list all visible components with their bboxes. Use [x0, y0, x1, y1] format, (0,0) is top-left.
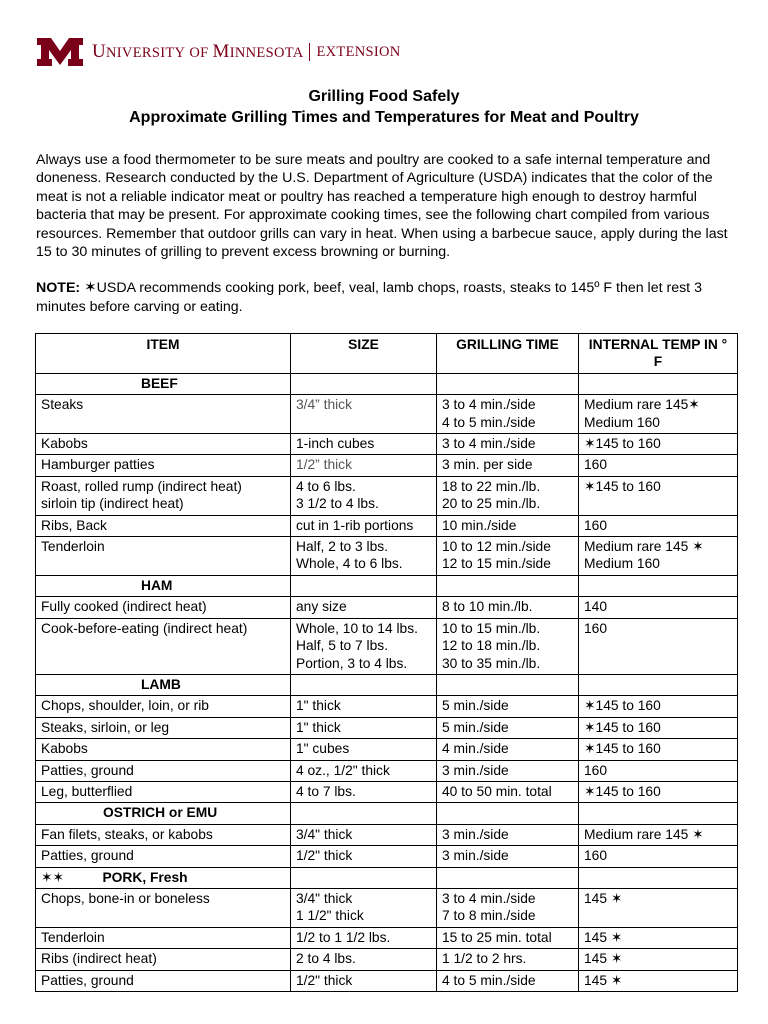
size-text: Whole, 10 to 14 lbs.	[296, 620, 418, 636]
grilling-time-text: 12 to 15 min./side	[442, 556, 551, 572]
empty-cell	[579, 674, 738, 695]
grilling-time-cell	[437, 739, 579, 760]
empty-cell	[437, 867, 579, 888]
item-cell	[36, 739, 291, 760]
grilling-time-cell	[437, 395, 579, 434]
internal-temp-text: 160	[584, 848, 608, 864]
item-cell	[36, 515, 291, 536]
size-text: 2 to 4 lbs.	[296, 951, 356, 967]
item-text: sirloin tip (indirect heat)	[41, 496, 184, 512]
size-text: Half, 5 to 7 lbs.	[296, 638, 389, 654]
grilling-time-text: 20 to 25 min./lb.	[442, 496, 541, 512]
empty-cell	[437, 575, 579, 596]
item-cell	[36, 824, 291, 845]
table-row	[36, 846, 738, 867]
table-row	[36, 888, 738, 927]
grilling-time-cell	[437, 434, 579, 455]
item-cell	[36, 927, 291, 948]
table-row	[36, 476, 738, 515]
table-row	[36, 455, 738, 476]
size-cell	[291, 781, 437, 802]
internal-temp-cell	[579, 888, 738, 927]
internal-temp-cell	[579, 696, 738, 717]
empty-cell	[437, 674, 579, 695]
size-cell	[291, 846, 437, 867]
internal-temp-cell	[579, 455, 738, 476]
table-body	[36, 373, 738, 991]
note-paragraph	[36, 278, 736, 317]
item-cell	[36, 888, 291, 927]
internal-temp-cell	[579, 760, 738, 781]
star-icon: ✶	[84, 279, 97, 296]
empty-cell	[291, 373, 437, 394]
grilling-time-text: 5 min./side	[442, 719, 509, 735]
item-text: Leg, butterflied	[41, 783, 133, 799]
category-label: OSTRICH or EMU	[36, 803, 291, 824]
internal-temp-text: ✶145 to 160	[584, 698, 661, 714]
grilling-time-cell	[437, 824, 579, 845]
category-row	[36, 674, 738, 695]
size-cell	[291, 476, 437, 515]
size-text: 3/4" thick	[296, 890, 353, 906]
grilling-time-text: 3 min./side	[442, 762, 509, 778]
size-text: 4 oz., 1/2" thick	[296, 762, 390, 778]
table-row	[36, 696, 738, 717]
size-text: 1/2" thick	[296, 972, 353, 988]
empty-cell	[437, 373, 579, 394]
table-header-row	[36, 334, 738, 374]
item-text: Kabobs	[41, 741, 88, 757]
internal-temp-cell	[579, 515, 738, 536]
category-label: BEEF	[36, 373, 291, 394]
table-row	[36, 824, 738, 845]
internal-temp-text: ✶145 to 160	[584, 436, 661, 452]
grilling-time-text: 10 to 15 min./lb.	[442, 620, 541, 636]
size-text: 1/2” thick	[296, 457, 352, 473]
category-row	[36, 803, 738, 824]
grilling-time-cell	[437, 970, 579, 991]
size-text: any size	[296, 599, 347, 615]
table-row	[36, 781, 738, 802]
size-cell	[291, 739, 437, 760]
size-text: 3/4” thick	[296, 397, 352, 413]
internal-temp-text: Medium rare 145 ✶	[584, 826, 704, 842]
internal-temp-text: 145 ✶	[584, 972, 623, 988]
item-text: Patties, ground	[41, 762, 134, 778]
grilling-time-text: 3 min./side	[442, 826, 509, 842]
item-text: Chops, bone-in or boneless	[41, 890, 210, 906]
item-cell	[36, 970, 291, 991]
size-text: 1/2" thick	[296, 848, 353, 864]
grilling-time-text: 5 min./side	[442, 698, 509, 714]
item-cell	[36, 949, 291, 970]
item-cell	[36, 434, 291, 455]
size-cell	[291, 537, 437, 576]
internal-temp-cell	[579, 395, 738, 434]
size-text: 1" thick	[296, 719, 341, 735]
item-text: Ribs, Back	[41, 517, 107, 533]
item-text: Steaks, sirloin, or leg	[41, 719, 170, 735]
internal-temp-cell	[579, 717, 738, 738]
internal-temp-cell	[579, 434, 738, 455]
internal-temp-cell	[579, 824, 738, 845]
unit-name: EXTENSION	[316, 43, 401, 60]
internal-temp-text: Medium 160	[584, 556, 660, 572]
page-title: Grilling Food Safely	[308, 88, 460, 105]
size-text: cut in 1-rib portions	[296, 517, 414, 533]
internal-temp-cell	[579, 949, 738, 970]
title-block	[0, 87, 768, 128]
item-text: Patties, ground	[41, 972, 134, 988]
item-text: Fully cooked (indirect heat)	[41, 599, 207, 615]
internal-temp-text: 160	[584, 517, 608, 533]
item-cell	[36, 597, 291, 618]
internal-temp-text: ✶145 to 160	[584, 741, 661, 757]
internal-temp-cell	[579, 781, 738, 802]
grilling-time-text: 12 to 18 min./lb.	[442, 638, 541, 654]
table-row	[36, 739, 738, 760]
category-row	[36, 575, 738, 596]
item-cell	[36, 846, 291, 867]
size-cell	[291, 888, 437, 927]
internal-temp-text: 160	[584, 762, 608, 778]
grilling-time-text: 3 to 4 min./side	[442, 436, 536, 452]
internal-temp-text: Medium rare 145 ✶	[584, 539, 704, 555]
size-text: 1/2 to 1 1/2 lbs.	[296, 929, 391, 945]
grilling-time-cell	[437, 537, 579, 576]
size-text: Whole, 4 to 6 lbs.	[296, 556, 403, 572]
item-text: Patties, ground	[41, 848, 134, 864]
internal-temp-text: ✶145 to 160	[584, 783, 661, 799]
intro-paragraph: Always use a food thermometer to be sure meats and poultry are cooked to a safe internal temperature and doneness. Research conducted by the U.S. Department of Agriculture (USDA) indicates that the color of the meat is not a reliable indicator meat or poultry has reached a temperature high enough to destroy harmful bacteria that may be present. For approximate cooking times, see the following chart compiled from various resources. Remember that outdoor grills can vary in heat. When using a barbecue sauce, apply during the last 15 to 30 minutes of grilling to prevent excess browning or burning.	[36, 152, 728, 261]
item-cell	[36, 696, 291, 717]
internal-temp-text: 145 ✶	[584, 951, 623, 967]
internal-temp-cell	[579, 846, 738, 867]
size-cell	[291, 824, 437, 845]
header-size: SIZE	[291, 334, 437, 374]
category-label: HAM	[36, 575, 291, 596]
university-wordmark	[92, 41, 401, 63]
item-text: Kabobs	[41, 436, 88, 452]
item-text: Steaks	[41, 397, 84, 413]
table-row	[36, 537, 738, 576]
empty-cell	[579, 575, 738, 596]
internal-temp-text: 145 ✶	[584, 890, 623, 906]
grilling-time-text: 8 to 10 min./lb.	[442, 599, 533, 615]
grilling-time-cell	[437, 618, 579, 674]
grilling-time-cell	[437, 927, 579, 948]
grilling-time-cell	[437, 888, 579, 927]
internal-temp-text: 160	[584, 457, 608, 473]
size-cell	[291, 597, 437, 618]
item-text: Ribs (indirect heat)	[41, 951, 157, 967]
header-grilling-time: GRILLING TIME	[437, 334, 579, 374]
grilling-time-text: 18 to 22 min./lb.	[442, 478, 541, 494]
grilling-time-text: 1 1/2 to 2 hrs.	[442, 951, 527, 967]
item-cell	[36, 537, 291, 576]
header	[36, 36, 401, 68]
size-cell	[291, 760, 437, 781]
item-cell	[36, 455, 291, 476]
size-text: 3 1/2 to 4 lbs.	[296, 496, 379, 512]
grilling-time-text: 4 to 5 min./side	[442, 972, 536, 988]
internal-temp-text: Medium 160	[584, 414, 660, 430]
size-text: 1" cubes	[296, 741, 350, 757]
grilling-time-text: 30 to 35 min./lb.	[442, 655, 541, 671]
item-text: Cook-before-eating (indirect heat)	[41, 620, 248, 636]
empty-cell	[291, 803, 437, 824]
item-cell	[36, 781, 291, 802]
size-cell	[291, 618, 437, 674]
size-text: 1 1/2" thick	[296, 908, 364, 924]
item-text: Hamburger patties	[41, 457, 155, 473]
grilling-time-text: 40 to 50 min. total	[442, 783, 552, 799]
page-subtitle: Approximate Grilling Times and Temperatures for Meat and Poultry	[129, 109, 639, 126]
internal-temp-text: Medium rare 145✶	[584, 397, 700, 413]
size-cell	[291, 970, 437, 991]
grilling-time-text: 3 min. per side	[442, 457, 533, 473]
internal-temp-text: 140	[584, 599, 608, 615]
size-text: Portion, 3 to 4 lbs.	[296, 655, 408, 671]
grilling-time-text: 10 min./side	[442, 517, 517, 533]
size-cell	[291, 717, 437, 738]
item-cell	[36, 717, 291, 738]
grilling-time-text: 7 to 8 min./side	[442, 908, 536, 924]
table-row	[36, 927, 738, 948]
table-row	[36, 970, 738, 991]
empty-cell	[579, 867, 738, 888]
item-text: Roast, rolled rump (indirect heat)	[41, 478, 242, 494]
table-row	[36, 515, 738, 536]
item-cell	[36, 476, 291, 515]
internal-temp-text: 160	[584, 620, 608, 636]
grilling-time-cell	[437, 597, 579, 618]
size-cell	[291, 455, 437, 476]
internal-temp-cell	[579, 476, 738, 515]
table-row	[36, 434, 738, 455]
item-text: Fan filets, steaks, or kabobs	[41, 826, 213, 842]
grilling-table	[35, 333, 738, 992]
grilling-time-cell	[437, 696, 579, 717]
internal-temp-cell	[579, 970, 738, 991]
size-text: 3/4" thick	[296, 826, 353, 842]
empty-cell	[291, 674, 437, 695]
empty-cell	[579, 803, 738, 824]
internal-temp-text: ✶145 to 160	[584, 719, 661, 735]
category-row	[36, 373, 738, 394]
category-label: LAMB	[36, 674, 291, 695]
university-m-logo-icon	[36, 37, 84, 67]
grilling-time-cell	[437, 717, 579, 738]
item-text: Chops, shoulder, loin, or rib	[41, 698, 209, 714]
grilling-time-text: 4 to 5 min./side	[442, 414, 536, 430]
size-text: 1-inch cubes	[296, 436, 375, 452]
internal-temp-text: ✶145 to 160	[584, 478, 661, 494]
grilling-time-cell	[437, 476, 579, 515]
internal-temp-cell	[579, 739, 738, 760]
grilling-time-cell	[437, 846, 579, 867]
empty-cell	[579, 373, 738, 394]
item-text: Tenderloin	[41, 539, 105, 555]
table-row	[36, 760, 738, 781]
note-text: USDA recommends cooking pork, beef, veal, lamb chops, roasts, steaks to 145º F then let rest 3 minutes before carving or eating.	[36, 280, 702, 315]
item-text: Tenderloin	[41, 929, 105, 945]
grilling-time-cell	[437, 760, 579, 781]
internal-temp-cell	[579, 927, 738, 948]
table-row	[36, 717, 738, 738]
header-internal-temp: INTERNAL TEMP IN ° F	[579, 334, 738, 374]
category-row	[36, 867, 738, 888]
size-cell	[291, 696, 437, 717]
grilling-time-text: 4 min./side	[442, 741, 509, 757]
empty-cell	[291, 867, 437, 888]
internal-temp-text: 145 ✶	[584, 929, 623, 945]
internal-temp-cell	[579, 597, 738, 618]
wordmark-divider	[309, 43, 310, 61]
university-name: UNIVERSITY OF MINNESOTA	[92, 41, 304, 62]
grilling-time-cell	[437, 949, 579, 970]
grilling-time-text: 15 to 25 min. total	[442, 929, 552, 945]
item-cell	[36, 395, 291, 434]
size-cell	[291, 434, 437, 455]
grilling-time-text: 3 min./side	[442, 848, 509, 864]
grilling-time-cell	[437, 515, 579, 536]
table-row	[36, 949, 738, 970]
empty-cell	[437, 803, 579, 824]
size-text: Half, 2 to 3 lbs.	[296, 539, 389, 555]
internal-temp-cell	[579, 537, 738, 576]
table-row	[36, 618, 738, 674]
table-row	[36, 395, 738, 434]
grilling-time-cell	[437, 781, 579, 802]
internal-temp-cell	[579, 618, 738, 674]
grilling-time-cell	[437, 455, 579, 476]
item-cell	[36, 760, 291, 781]
size-cell	[291, 949, 437, 970]
note-label: NOTE:	[36, 280, 81, 296]
size-cell	[291, 515, 437, 536]
empty-cell	[291, 575, 437, 596]
size-text: 4 to 6 lbs.	[296, 478, 356, 494]
item-cell	[36, 618, 291, 674]
grilling-time-text: 3 to 4 min./side	[442, 397, 536, 413]
table-row	[36, 597, 738, 618]
size-text: 4 to 7 lbs.	[296, 783, 356, 799]
header-item: ITEM	[36, 334, 291, 374]
size-cell	[291, 927, 437, 948]
size-cell	[291, 395, 437, 434]
size-text: 1" thick	[296, 698, 341, 714]
category-label: ✶✶ PORK, Fresh	[36, 867, 291, 888]
grilling-time-text: 3 to 4 min./side	[442, 890, 536, 906]
grilling-time-text: 10 to 12 min./side	[442, 539, 551, 555]
